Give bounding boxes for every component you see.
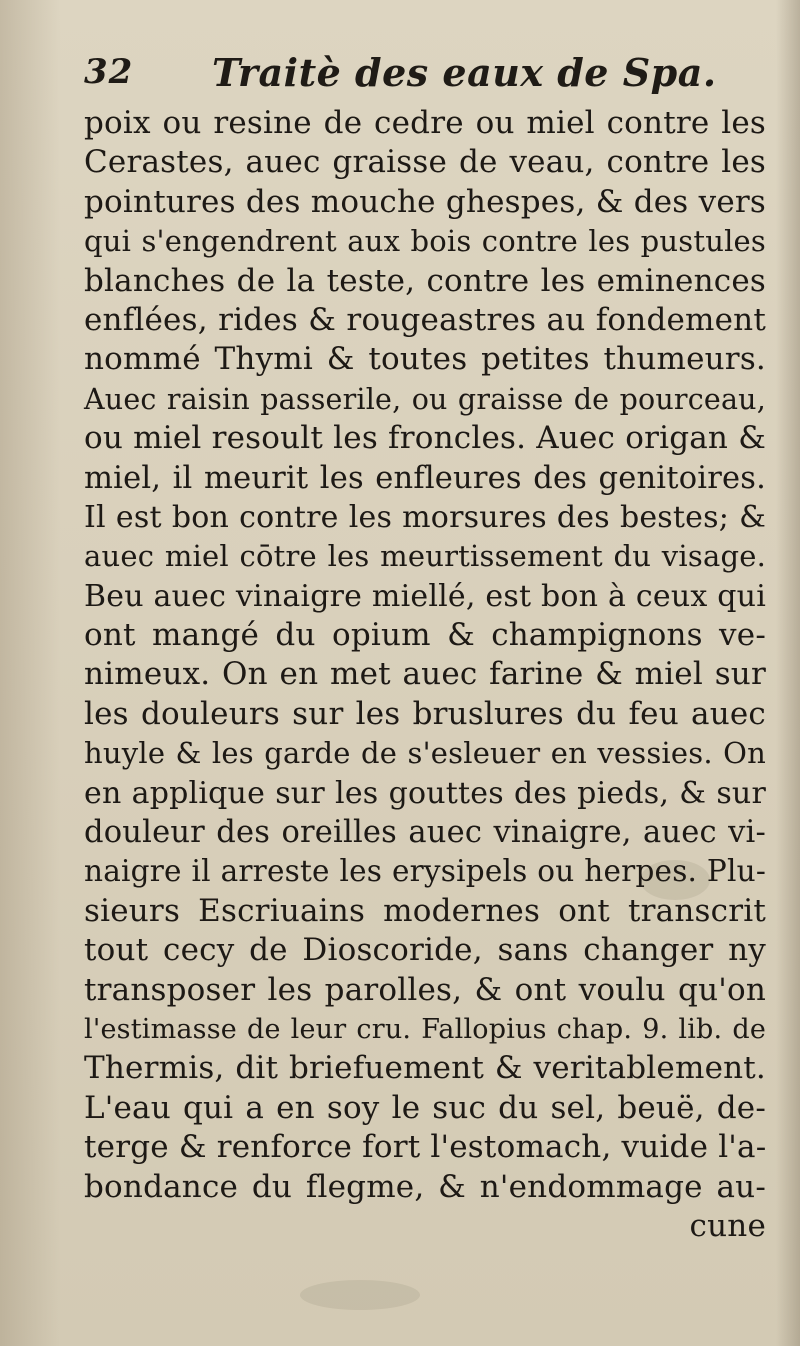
running-title: Traitè des eaux de Spa. [212, 50, 717, 95]
text-line: naigre il arreste les erysipels ou herpes. Plu- [84, 854, 766, 889]
text-line: nommé Thymi & toutes petites thumeurs. [84, 341, 766, 378]
text-line: Auec raisin passerile, ou graisse de pourceau, [84, 382, 766, 416]
text-line: l'estimasse de leur cru. Fallopius chap. 9. lib. de [84, 1013, 766, 1045]
text-line: auec miel cōtre les meurtissement du visage. [84, 539, 766, 574]
body-text [84, 104, 766, 1246]
paper-stain [300, 1280, 420, 1310]
text-line: pointures des mouche ghespes, & des vers [84, 183, 766, 220]
text-line: en applique sur les gouttes des pieds, & sur [84, 775, 766, 811]
text-line: nimeux. On en met auec farine & miel sur [84, 656, 766, 693]
text-line: blanches de la teste, contre les eminences [84, 262, 766, 299]
text-line: Il est bon contre les morsures des bestes; & [84, 499, 766, 535]
text-line: Cerastes, auec graisse de veau, contre les [84, 144, 766, 181]
page-number: 32 [84, 52, 134, 92]
catchword: cune [689, 1207, 766, 1244]
text-line: miel, il meurit les enfleures des genitoires. [84, 460, 766, 496]
text-line: tout cecy de Dioscoride, sans changer ny [84, 932, 766, 969]
text-line: Beu auec vinaigre miellé, est bon à ceux qui [84, 578, 766, 614]
text-line: poix ou resine de cedre ou miel contre les [84, 105, 766, 141]
text-line: les douleurs sur les bruslures du feu auec [84, 695, 766, 732]
text-line: douleur des oreilles auec vinaigre, auec vi- [84, 815, 766, 851]
text-line: Thermis, dit briefuement & veritablement. [84, 1050, 766, 1087]
page-header [84, 50, 734, 102]
text-line: ont mangé du opium & champignons ve- [84, 617, 766, 654]
text-line: ou miel resoult les froncles. Auec origan & [84, 420, 766, 457]
text-line: bondance du flegme, & n'endommage au- [84, 1168, 766, 1205]
text-line: sieurs Escriuains modernes ont transcrit [84, 892, 766, 929]
text-line: L'eau qui a en soy le suc du sel, beuë, de- [84, 1089, 766, 1126]
text-line: terge & renforce fort l'estomach, vuide l'a- [84, 1129, 767, 1166]
text-line: enflées, rides & rougeastres au fondement [84, 301, 766, 338]
text-line: qui s'engendrent aux bois contre les pustules [84, 224, 766, 259]
text-line: transposer les parolles, & ont voulu qu'on [84, 971, 766, 1008]
text-line: huyle & les garde de s'esleuer en vessies. On [84, 736, 766, 771]
